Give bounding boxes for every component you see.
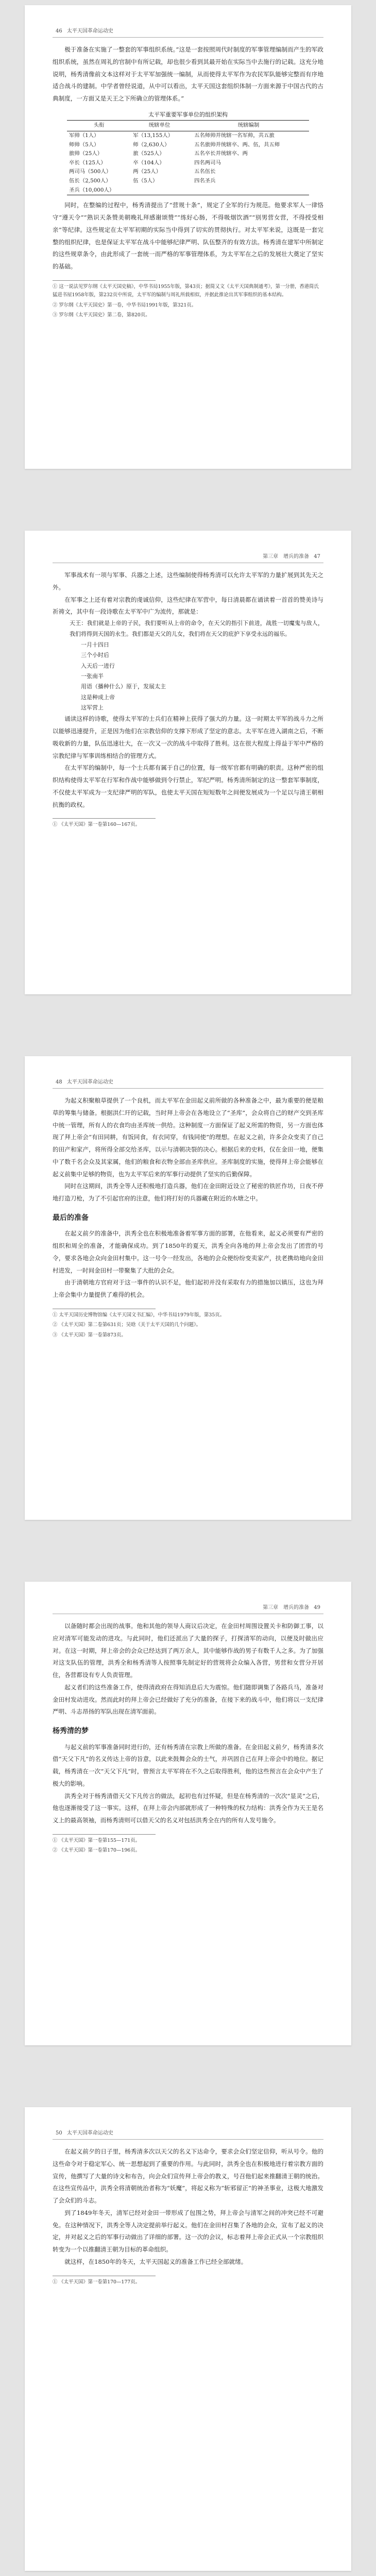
table-cell: 两司马（500人） <box>69 168 112 175</box>
table-cell: 卒（104人） <box>133 159 165 166</box>
table-cell: 军（13,155人） <box>133 132 174 139</box>
table-cell: 旅（525人） <box>133 150 165 157</box>
footnote: ① 太平天国历史博物馆编《太平天国文书汇编》，中华书局1979年版，第35页。 <box>53 1312 225 1318</box>
section-title: 最后的准备 <box>53 1213 89 1222</box>
footnote: ① 《太平天国》第一卷第155—171页。 <box>53 1837 141 1843</box>
paragraph: 洪秀全对于杨秀清借天父下凡传言的做法，起初也有过怀疑，但是在杨秀清的一次次“显灵”之后，他也逐渐接受了这一事实。这样，在拜上帝会内部就形成了一种特殊的权力结构：洪秀全作为天王是名义上的最高领袖，而杨秀清则可以借天父的名义对包括洪秀全在内的所有人发号施令。 <box>53 1792 323 1824</box>
table-cell: 旅帅（25人） <box>69 150 103 157</box>
book-page <box>25 531 351 994</box>
running-header <box>53 1079 323 1089</box>
poem-line: 三个小时后 <box>81 652 109 659</box>
page-number: 49 <box>314 1605 320 1611</box>
page-number: 46 <box>56 28 62 34</box>
poem-line: 这军营上 <box>81 704 104 711</box>
poem <box>81 640 323 713</box>
table-cell <box>131 186 188 195</box>
paragraph: 到了1849年冬天，清军已经对金田一带形成了包围之势，拜上帝会与清军之间的冲突已经不可避免。在这种情况下，洪秀全等人决定提前举行起义。他们在金田村召集了各地的会众，宣布了起义的决定，并对起义之后的军事行动做出了详细的部署。这一次的会议，标志着拜上帝会正式从一个宗教组织转变为一个以推翻清王朝为目标的革命组织。 <box>53 2209 323 2253</box>
running-header <box>53 553 323 563</box>
running-header <box>53 28 323 38</box>
table-row <box>67 186 309 195</box>
page-number: 48 <box>56 1079 62 1085</box>
table-row <box>67 131 309 141</box>
table-cell: 五名卒长并统辖卒、两 <box>194 150 248 157</box>
book-title: 太平天国革命运动史 <box>66 1079 113 1085</box>
footnote: ② 罗尔纲《太平天国史》第一卷，中华书局1991年版，第321页。 <box>53 302 197 308</box>
footnote: ① 《太平天国》第一卷第170—177页。 <box>53 2279 141 2285</box>
block-quote <box>70 618 323 640</box>
table-cell: 军帅（1人） <box>69 132 99 139</box>
running-header <box>53 1604 323 1614</box>
paragraph: 以备随时都会出现的战事。他和其他的领导人商议后决定，在金田村周围设置关卡和防御工事，以应对清军可能发动的进攻。与此同时，他们还派出了大量的探子，打探清军的动向，以便及时做出应对。在这一时期，拜上帝会的会众已经达到了两万余人，其中能够作战的男子有数千人之多。为了加强对这支队伍的管理，洪秀全和杨秀清等人按照事先制定好的营规将会众编入各营，男营和女营分开居住，各营都设有专人负责管理。 <box>53 1622 323 1679</box>
page-number: 50 <box>56 2130 62 2136</box>
paragraph: 在太平军的编制中，每一个士兵都有属于自己的位置，每一级军官都有明确的职责。这种严密的组织结构使得太平军在行军和作战中能够做到令行禁止，军纪严明。杨秀清所制定的这一整套军事制度，不仅使太平军成为一支纪律严明的军队，也使太平天国在短短数年之间便发展成为一个足以与清王朝相抗衡的政权。 <box>53 764 323 808</box>
table-cell: 伍长（2,500人） <box>69 178 111 184</box>
table-cell: 五名伍长 <box>194 168 216 175</box>
table-header: 统辖单位 <box>131 121 188 131</box>
book-page <box>25 1056 351 1520</box>
paragraph: 军事战术有一项与军事、兵器之上述，这些编制使得杨秀清可以允许太平军的力量扩展到其先天之外。 <box>53 571 323 591</box>
paragraph: 同时在这期间，洪秀全等人还积极地打造兵器，他们在金田附近设立了秘密的铁匠作坊，日夜不停地打造刀枪，为了不引起官府的注意，他们将打好的兵器藏在附近的水塘之中。 <box>53 1182 323 1202</box>
paragraph: 起义者们的这些准备工作，使得清政府在得知消息后大为震惊。他们随即调集了各路兵马，准备对金田村发动进攻。然而此时的拜上帝会已经做好了充分的准备，在接下来的战斗中，他们将以一支纪律严明、斗志昂扬的军队出现在清军面前。 <box>53 1683 323 1716</box>
paragraph: 在军事之上还有着对宗教的虔诚信仰，这些纪律在军营中，每日清晨都在诵读着一首首的赞美诗与祈祷文，其中有一段诗歌在太平军中广为流传，那就是： <box>53 596 323 616</box>
section-title: 杨秀清的梦 <box>53 1727 89 1736</box>
footnote: ① 这一说法见罗尔纲《太平天国史稿》，中华书局1955年版，第43页；据简又文《太平天国典制通考》，第一分册，香港简氏猛进书屋1958年版，第232页中所说，太平军的编制与周礼所载相似，并据此推论出其军事组织的基本结构。 <box>53 283 319 298</box>
paragraph: 在起义前夕的准备中，洪秀全也在积极地准备着军事方面的部署，在他看来，起义必须要有严密的组织和周全的准备，才能确保成功。到了1850年的夏天，洪秀全向各地的拜上帝会发出了团营的号令，要求各地会众向金田村集中。这一号令一经发出，各地的会众便纷纷变卖家产，扶老携幼地向金田村进发，一时间金田村一带聚集了大批的会众。 <box>53 1230 323 1274</box>
quote-text: 天王：我们就是上帝的子民，我们要听从上帝的命令，在天父的指引下前进，战胜一切魔鬼与敌人，我们将得到天国的永生。我们都是天父的儿女，我们将在天父的庇护下享受永远的福乐。 <box>70 620 323 637</box>
table-row <box>67 159 309 168</box>
book-page <box>25 5 351 469</box>
paragraph: 同时，在整编的过程中，杨秀清提出了“营规十条”，规定了全军的行为规范。他要求军人一律恪守“遵天令”“熟识天条赞美朝晚礼拜感谢颂赞”“练好心肠，不得吸烟饮酒”“别男营女营，不得授受相亲”等纪律。这些规定在太平军初期的实际当中得到了切实的贯彻执行。对太平军来说，这既是一套完整的组织纪律，也是保证太平军在战斗中能够纪律严明、队伍整齐的有效方法。杨秀清在建军中所制定的这些规章条令，由此形成了一套统一而严格的军事管理体系，为太平军在之后的发展壮大奠定了坚实的基础。 <box>53 201 323 270</box>
table-cell: 卒长（125人） <box>69 159 106 166</box>
poem-line: 一张南半 <box>81 672 104 680</box>
paragraph: 诵读这样的诗歌，使得太平军的士兵们在精神上获得了强大的力量。这一时期太平军的战斗力之所以能够迅速提升，正是因为他们在宗教信仰的支撑下形成了坚定的意志。太平军在进入湖南之后，不断吸收新的力量，队伍迅速壮大，在一次又一次的战斗中取得了胜利。这在很大程度上得益于军中严格的宗教纪律与军事训练相结合的管理方式。 <box>53 715 323 759</box>
chapter-title: 第三章 增兵的准备 <box>263 1605 310 1611</box>
book-title: 太平天国革命运动史 <box>66 2130 113 2136</box>
paragraph: 极于准备在实施了一整套的军事组织系统。”这是一套按照周代时制度的军事管理编制而产生的军政组织系统，虽然在周礼的官制中有所记载，却也很少看到其最开始在实际当中去施行的记载。这充分地说明，杨秀清像前文本这样对于太平军加强统一编制，从而使得太平军作为农民军队能够完整而有序地适合战斗的建制。中学者曾经说道，从中可以看出，太平天国这套组织体制一方面来源于中国古代的古典制度，一方面又是天王之下所确立的管理体系。” <box>53 46 323 103</box>
poem-line: 用语（播种什么）原于，发展太主 <box>81 683 166 690</box>
chapter-title: 第三章 增兵的准备 <box>263 554 310 560</box>
footnote: ③ 《太平天国》第一卷第873页。 <box>53 1332 126 1338</box>
book-title: 太平天国革命运动史 <box>66 28 113 34</box>
book-page <box>25 2107 351 2571</box>
footnote: ③ 罗尔纲《太平天国史》第二卷，第820页。 <box>53 312 150 318</box>
table-row <box>67 177 309 186</box>
table-cell <box>188 186 309 195</box>
table-cell: 伍（5人） <box>133 178 158 184</box>
paragraph: 在起义前夕的日子里，杨秀清多次以天父的名义下达命令，要求会众们坚定信仰，听从号令。他的这些命令对于稳定军心、统一思想起到了重要的作用。与此同时，洪秀全也在积极地进行着宗教方面的宣传，他撰写了大量的诗文和布告，向会众们宣传拜上帝会的教义，号召他们起来推翻清王朝的统治。在这些宣传品中，洪秀全将清朝统治者称为“妖魔”，将起义称为“斩邪留正”的神圣事业，这极大地激发了会众们的斗志。 <box>53 2148 323 2205</box>
running-header <box>53 2130 323 2140</box>
table-header: 统辖编制 <box>188 121 309 131</box>
table-cell: 圣兵（10,000人） <box>67 186 131 195</box>
table-header: 头衔 <box>67 121 131 131</box>
footnote: ① 《太平天国》第一卷第160—167页。 <box>53 822 141 828</box>
table-cell: 五名旅帅并统辖卒、两、伍，共五师 <box>194 141 280 148</box>
poem-line: 一月十四日 <box>81 641 109 648</box>
table-title: 太平军重要军事单位的组织架构 <box>148 111 228 118</box>
footnote: ② 《太平天国》第一卷第170—196页。 <box>53 1848 141 1854</box>
table-row <box>67 167 309 177</box>
footnote: ② 《太平天国》第二卷第631页；吴晗《关于太平天国的几个问题》。 <box>53 1322 201 1328</box>
poem-line: 这是种成上帝 <box>81 693 115 701</box>
table-cell: 四名圣兵 <box>194 178 216 184</box>
table-cell: 师（2,630人） <box>133 141 170 148</box>
organization-table <box>67 120 309 195</box>
page-number: 47 <box>314 554 320 560</box>
paragraph: 为起义积聚粮草提供了一个良机，而太平军在金田起义前所做的各种准备之中，最为重要的便是粮草的筹集与储备。根据洪仁玕的记载，当时拜上帝会在各地设立了“圣库”，会众将自己的财产交到圣库中统一管理，所有人的衣食均由圣库统一供给。这种制度一方面保证了起义所需的物资，另一方面也体现了拜上帝会“有田同耕，有饭同食，有衣同穿，有钱同使”的理想。在起义之前，许多会众变卖了自己的田产和家产，将所得全部交给圣库，以示与清朝决裂的决心。根据后来的史料，仅在金田一地，便集中了数千名会众及其家属，他们的粮食和衣物全部由圣库供应。圣库制度的实施，使得拜上帝会能够在起义前集中足够的物资，也为太平军后来的军事行动提供了坚实的后勤保障。 <box>53 1097 323 1178</box>
table-row <box>67 149 309 159</box>
table-cell: 四名两司马 <box>194 159 221 166</box>
table-cell: 五名师帅并统辖一名军帅，共五旅 <box>194 132 275 139</box>
paragraph: 与起义前的军事准备同时进行的，还有杨秀清在宗教上所做的准备。在金田起义前夕，杨秀清多次借“天父下凡”的名义传达上帝的旨意，以此来鼓舞会众的士气，并巩固自己在拜上帝会中的地位。据记载，杨秀清在一次“天父下凡”时，曾预言太平军将在不久之后取得胜利，他的这些预言在会众中产生了极大的影响。 <box>53 1743 323 1787</box>
poem-line: 入天后一进行 <box>81 662 115 669</box>
table-row <box>67 141 309 150</box>
paragraph: 由于清朝地方官府对于这一事件的认识不足，他们起初并没有采取有力的措施加以镇压，这也为拜上帝会集中力量提供了难得的机会。 <box>53 1279 323 1299</box>
paragraph: 就这样，在1850年的冬天，太平天国起义的准备工作已经全部就绪。 <box>64 2258 247 2265</box>
book-page <box>25 1582 351 2045</box>
table-cell: 师帅（5人） <box>69 141 99 148</box>
table-cell: 两（25人） <box>133 168 161 175</box>
